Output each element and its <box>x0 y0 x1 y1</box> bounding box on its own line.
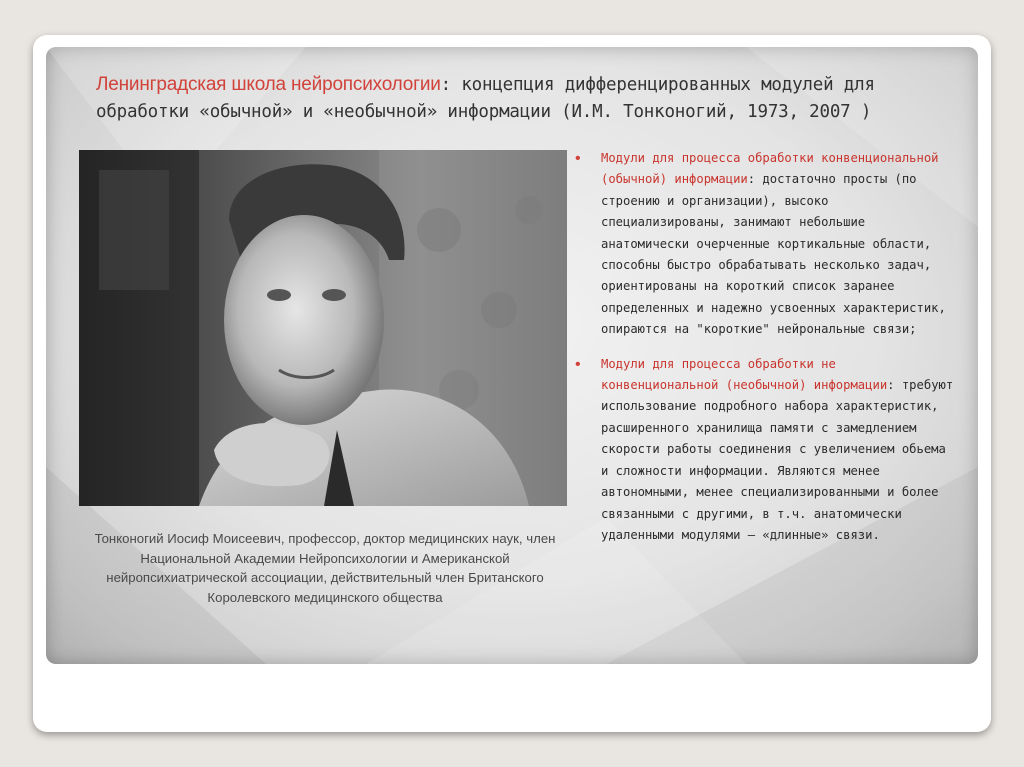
bullet-heading: Модули для процесса обработки не конвенциональной (необычной) информации <box>601 356 888 393</box>
title-rest: : концепция дифференцированных модулей для обработки «обычной» и «необычной» информации (И.М. Тонконогий, 1973, 2007 ) <box>96 75 875 122</box>
portrait-photo <box>79 150 567 506</box>
bullet-item-conventional <box>571 148 956 341</box>
bullet-body: : требуют использование подробного набора характеристик, расширенного хранилища памяти с замедлением скорости работы соединения с увеличением обьема и сложности информации. Являются менее автономными, менее специализированными и более связанными с другими, в т.ч. анатомически удаленными модулями – «длинные» связи. <box>601 378 954 542</box>
bullet-heading: Модули для процесса обработки конвенциональной (обычной) информации <box>601 151 939 187</box>
bullet-marker: • <box>575 355 581 373</box>
bullet-item-unconventional <box>571 354 956 547</box>
portrait-image <box>79 150 567 506</box>
slide-title <box>96 71 946 126</box>
bullet-list <box>571 148 956 559</box>
photo-caption: Тонконогий Иосиф Моисеевич, профессор, доктор медицинских наук, член Национальной Академии Нейропсихологии и Американской нейропсихиатрической ассоциации, действительный член Британского Королевского медицинского общества <box>94 531 556 605</box>
slide <box>46 47 978 664</box>
title-highlight: Ленинградская школа нейропсихологии <box>96 74 441 95</box>
bullet-body: : достаточно просты (по строению и организации), высоко специализированы, занимают небольшие анатомически очерченные кортикальные области, способны быстро обрабатывать несколько задач, ориентированы на короткий список заранее определенных и надежно усвоенных характеристик, опираются на "короткие" нейрональные связи; <box>601 172 946 337</box>
bullet-marker: • <box>575 150 581 167</box>
